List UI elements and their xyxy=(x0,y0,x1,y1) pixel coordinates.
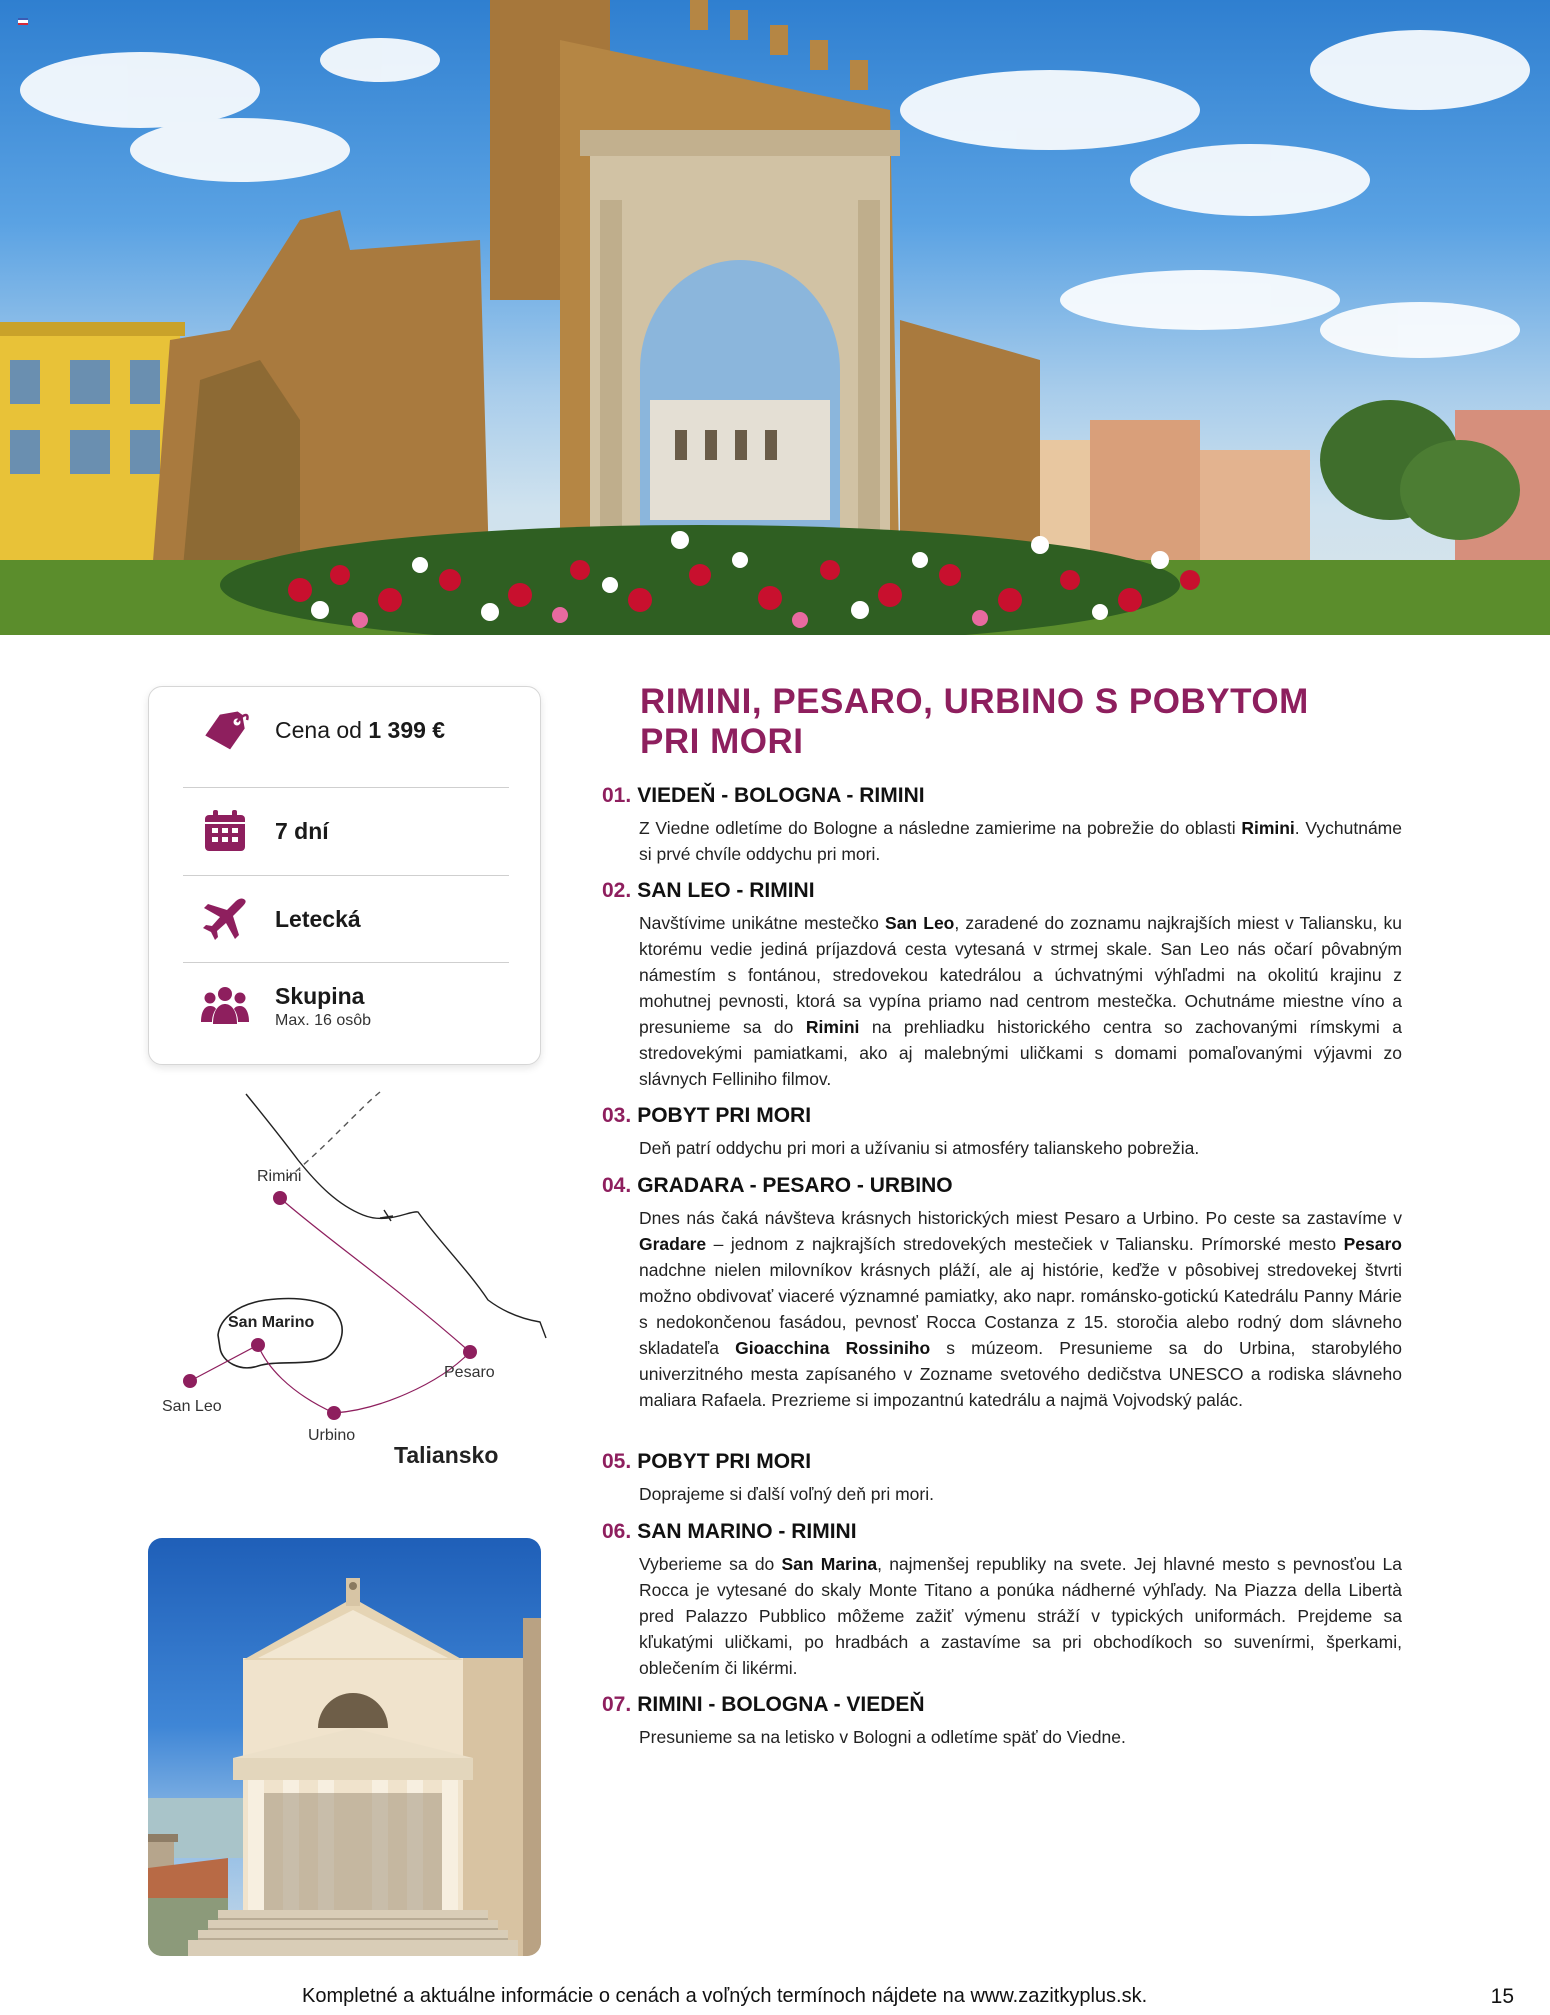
hero-illustration xyxy=(0,0,1550,635)
transport-text: Letecká xyxy=(275,905,361,932)
day-number: 02. xyxy=(602,879,632,902)
day-description xyxy=(639,1551,1402,1681)
group-title: Skupina xyxy=(275,982,365,1009)
text-run: Presunieme sa na letisko v Bologni a odletíme späť do Viedne. xyxy=(639,1727,1126,1747)
day-heading xyxy=(602,1102,1402,1130)
price-prefix: Cena od xyxy=(275,716,362,743)
map-country-label: Taliansko xyxy=(394,1442,499,1468)
photo-san-marino-basilica xyxy=(148,1538,541,1956)
day-heading xyxy=(602,1691,1402,1719)
day-number: 01. xyxy=(602,784,632,807)
map-label-pesaro: Pesaro xyxy=(444,1364,495,1381)
airplane-icon xyxy=(201,895,249,943)
pesaro-marker xyxy=(463,1345,477,1359)
bold-place: Gradare xyxy=(639,1234,707,1254)
transport-row xyxy=(149,876,540,962)
bold-place: Rimini xyxy=(1241,818,1295,838)
day-number: 07. xyxy=(602,1693,632,1716)
page-number: 15 xyxy=(1490,1985,1514,2008)
flag-icon xyxy=(18,18,28,25)
map-label-rimini: Rimini xyxy=(257,1168,302,1185)
bold-place: San Marina xyxy=(781,1554,878,1574)
map-label-urbino: Urbino xyxy=(308,1427,356,1444)
text-run: Z Viedne odletíme do Bologne a následne zamierime na pobrežie do oblasti xyxy=(639,818,1242,838)
text-run: , najmenšej republiky na svete. Jej hlavné mesto s pevnosťou La Rocca je vytesané do skaly Monte Titano a ponúka nádherné výhľady. Na Piazza della Libertà pred Palazzo Pubblico môžeme zažiť výmenu stráží v typických uniformách. Prejdeme sa kľukatými uličkami, po hradbách a zastavíme sa pri obchodíkoch so suvenírmi, šperkami, oblečením či likérmi. xyxy=(639,1554,1402,1678)
text-run: Navštívime unikátne mestečko xyxy=(639,913,886,933)
bold-place: San Leo xyxy=(885,913,955,933)
san-leo-marker xyxy=(183,1374,197,1388)
day-heading xyxy=(602,1518,1402,1546)
day-item xyxy=(602,1102,1402,1161)
text-run: s múzeom. Presunieme sa do Urbina, starobylého univerzitného mesta zapísaného v Zozname svetového dedičstva UNESCO a rodiska slávneho maliara Rafaela. Prezrieme si impozantnú katedrálu a najmä Vojvodský palác. xyxy=(639,1338,1402,1410)
photo-illustration xyxy=(148,1538,541,1956)
day-number: 03. xyxy=(602,1104,632,1127)
route-map xyxy=(148,1090,548,1480)
day-description xyxy=(639,815,1402,867)
bold-place: Rimini xyxy=(805,1017,860,1037)
trip-info-card xyxy=(148,686,541,1065)
day-description xyxy=(639,1481,1402,1507)
map-graphic xyxy=(148,1090,548,1480)
day-item xyxy=(602,1518,1402,1681)
day-item xyxy=(602,1448,1402,1507)
group-row xyxy=(149,963,540,1049)
hero-photo-arch-of-augustus xyxy=(0,0,1550,635)
text-run: Vyberieme sa do xyxy=(639,1554,782,1574)
duration-row xyxy=(149,788,540,874)
day-title: SAN LEO - RIMINI xyxy=(637,879,815,902)
map-label-san-leo: San Leo xyxy=(162,1398,222,1415)
day-heading xyxy=(602,877,1402,905)
duration-text: 7 dní xyxy=(275,817,329,844)
title-line-2: PRI MORI xyxy=(640,722,804,761)
day-description xyxy=(639,1724,1402,1750)
day-heading xyxy=(602,1448,1402,1476)
day-item xyxy=(602,1172,1402,1413)
page-footer xyxy=(0,1985,1550,2015)
day-number: 06. xyxy=(602,1520,632,1543)
title-line-1: RIMINI, PESARO, URBINO S POBYTOM xyxy=(640,682,1309,721)
text-run: Doprajeme si ďalší voľný deň pri mori. xyxy=(639,1484,934,1504)
day-title: GRADARA - PESARO - URBINO xyxy=(637,1174,953,1197)
day-title: VIEDEŇ - BOLOGNA - RIMINI xyxy=(637,784,925,807)
day-number: 04. xyxy=(602,1174,632,1197)
text-run: Deň patrí oddychu pri mori a užívaniu si atmosféry talianskeho pobrežia. xyxy=(639,1138,1200,1158)
text-run: nadchne nielen milovníkov krásnych pláží, ale aj histórie, keďže v pôsobivej stredovekej štvrti možno obdivovať viaceré významné pamiatky, ako napr. románsko-gotickú Katedrálu Panny Márie s nedokončenou fasádou, pevnosť Rocca Costanza z 15. storočia alebo rodný dom slávneho skladateľa xyxy=(639,1260,1402,1358)
footer-note: Kompletné a aktuálne informácie o cenách a voľných termínoch nájdete na www.zazitkyplus.sk. xyxy=(302,1985,1148,2007)
day-item xyxy=(602,1691,1402,1750)
text-run: – jednom z najkrajších stredovekých mestečiek v Taliansku. Prímorské mesto xyxy=(706,1234,1344,1254)
day-item xyxy=(602,877,1402,1092)
day-description xyxy=(639,1135,1402,1161)
day-heading xyxy=(602,782,1402,810)
calendar-icon xyxy=(201,807,249,855)
day-heading xyxy=(602,1172,1402,1200)
day-title: POBYT PRI MORI xyxy=(637,1450,812,1473)
price-value: 1 399 € xyxy=(368,716,446,743)
text-run: , zaradené do zoznamu najkrajších miest v Taliansku, ku ktorému vedie jediná príjazdová cesta vytesaná v strmej skale. San Leo nás očarí pôvabným námestím s fontánou, stredovekou katedrálou a úchvatnými výhľadmi na okolitú krajinu z mohutnej pevnosti, ktorá sa vypína priamo nad centrom mestečka. Ochutnáme miestne víno a presunieme sa do xyxy=(639,913,1402,1037)
day-title: RIMINI - BOLOGNA - VIEDEŇ xyxy=(637,1693,925,1716)
price-row xyxy=(149,687,540,773)
price-tag-icon xyxy=(201,706,249,754)
itinerary-title xyxy=(640,682,1400,762)
text-run: . Vychutnáme si prvé chvíle oddychu pri mori. xyxy=(639,818,1402,864)
san-marino-marker xyxy=(251,1338,265,1352)
urbino-marker xyxy=(327,1406,341,1420)
text-run: Dnes nás čaká návšteva krásnych historických miest Pesaro a Urbino. Po ceste sa zastavíme v xyxy=(639,1208,1402,1228)
day-description xyxy=(639,910,1402,1092)
day-item xyxy=(602,782,1402,867)
day-title: POBYT PRI MORI xyxy=(637,1104,812,1127)
map-label-san-marino: San Marino xyxy=(228,1314,315,1331)
rimini-marker xyxy=(273,1191,287,1205)
text-run: na prehliadku historického centra so zachovanými rímskymi a stredovekými pamiatkami, ako aj malebnými uličkami s domami pomaľovanými výjavmi zo slávnych Felliniho filmov. xyxy=(639,1017,1402,1089)
group-size: Max. 16 osôb xyxy=(275,1011,372,1029)
day-description xyxy=(639,1205,1402,1413)
bold-place: Gioacchina Rossiniho xyxy=(735,1338,931,1358)
day-number: 05. xyxy=(602,1450,632,1473)
bold-place: Pesaro xyxy=(1343,1234,1402,1254)
group-icon xyxy=(201,982,249,1030)
day-title: SAN MARINO - RIMINI xyxy=(637,1520,857,1543)
